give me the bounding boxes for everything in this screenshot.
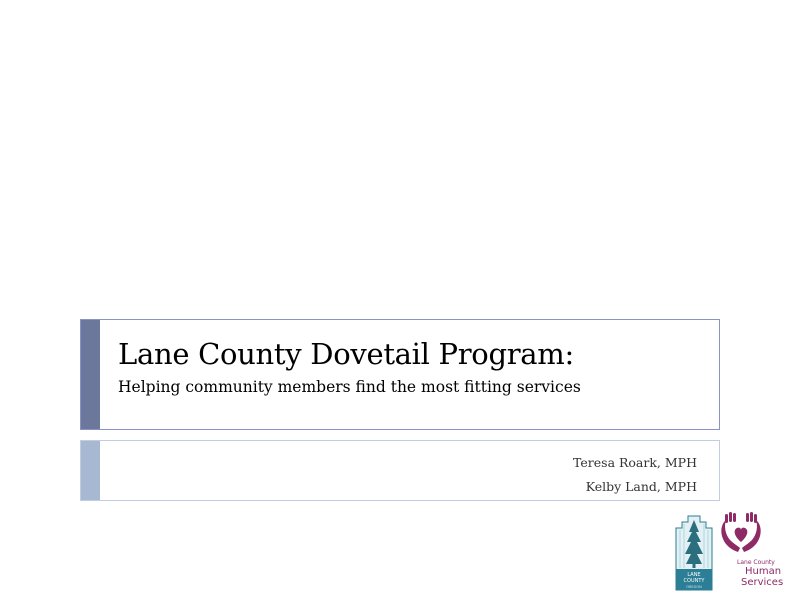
author-name: Kelby Land, MPH [585,479,697,494]
lane-county-logo [676,516,712,590]
slide-subtitle: Helping community members find the most fitting services [118,378,581,396]
author-box [80,440,720,501]
county-logo-line: COUNTY [683,578,705,584]
county-logo-line: OREGON [686,585,702,589]
human-services-line: Services [741,577,784,588]
logos-svg [672,512,792,592]
logo-area [672,512,792,592]
title-accent-bar [81,320,100,429]
human-services-line: Lane County [737,559,775,566]
human-services-line: Human [745,566,782,577]
author-accent-bar [81,441,100,500]
human-services-logo [721,512,783,588]
hands-heart-icon [721,512,760,552]
slide-title: Lane County Dovetail Program: [118,337,574,371]
author-name: Teresa Roark, MPH [573,455,697,470]
title-box [80,319,720,430]
county-logo-line: LANE [687,572,701,578]
